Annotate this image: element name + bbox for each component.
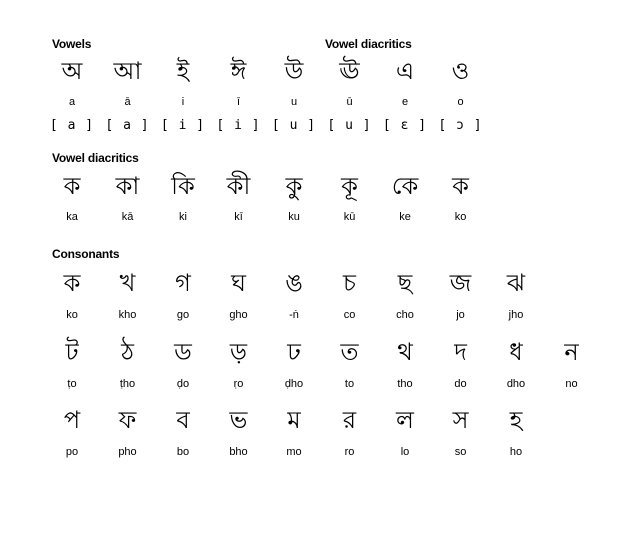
- consonant-roman: to: [344, 378, 355, 390]
- consonant-glyph: ফ: [118, 406, 137, 434]
- consonant-roman: ḍho: [284, 378, 304, 390]
- consonant-roman: ṭho: [119, 378, 136, 390]
- consonant-glyph: জ: [449, 269, 472, 297]
- diacritic-glyph: কী: [226, 172, 251, 200]
- vowel-ipa: [ u ]: [327, 118, 372, 133]
- vowel-ipa: [ ɛ ]: [382, 118, 428, 133]
- vowel-roman: a: [68, 96, 76, 108]
- consonant-roman: ho: [509, 446, 523, 458]
- diacritic-glyph: ক: [452, 172, 469, 200]
- vowel-glyph: ঈ: [230, 57, 247, 85]
- consonant-roman: go: [176, 309, 190, 321]
- consonant-roman: so: [454, 446, 467, 458]
- diacritic-roman: kā: [121, 211, 134, 223]
- vowel-ipa: [ u ]: [271, 118, 317, 133]
- consonant-glyph: ন: [564, 338, 579, 366]
- consonant-glyph: দ: [454, 338, 467, 366]
- diacritic-roman: ku: [288, 211, 300, 223]
- vowel-roman: ā: [124, 96, 131, 108]
- diacritic-roman: ko: [454, 211, 467, 223]
- diacritic-glyph: কু: [285, 172, 303, 200]
- consonant-roman: ṭo: [67, 378, 77, 390]
- consonant-glyph: স: [452, 406, 469, 434]
- consonant-roman: ro: [344, 446, 355, 458]
- consonant-roman: po: [65, 446, 79, 458]
- vowel-glyph: ও: [451, 57, 470, 85]
- consonant-glyph: ঘ: [231, 269, 246, 297]
- consonant-roman: co: [343, 309, 356, 321]
- vowel-glyph: ই: [176, 57, 190, 85]
- consonant-glyph: হ: [509, 406, 523, 434]
- consonant-glyph: ছ: [397, 269, 413, 297]
- diacritic-glyph: কা: [115, 172, 140, 200]
- vowel-glyph: অ: [61, 57, 83, 85]
- vowel-roman: o: [457, 96, 464, 108]
- vowel-ipa: [ a ]: [105, 118, 150, 133]
- vowel-glyph: এ: [395, 57, 415, 85]
- vowel-glyph: উ: [284, 57, 304, 85]
- vowel-roman: e: [401, 96, 409, 108]
- consonant-roman: tho: [397, 378, 413, 390]
- consonant-glyph: ঙ: [285, 269, 303, 297]
- consonant-glyph: খ: [119, 269, 136, 297]
- consonant-roman: gho: [229, 309, 248, 321]
- consonant-glyph: ব: [176, 406, 190, 434]
- vowel-ipa: [ ɔ ]: [438, 118, 483, 133]
- diacritic-glyph: কি: [171, 172, 195, 200]
- diacritic-glyph: ক: [63, 172, 81, 200]
- consonant-roman: mo: [286, 446, 302, 458]
- vowel-roman: ī: [236, 96, 241, 108]
- vowel-diacritics-heading: Vowel diacritics: [52, 151, 139, 165]
- diacritic-roman: ke: [399, 211, 411, 223]
- consonant-glyph: চ: [343, 269, 356, 297]
- vowel-glyph: আ: [113, 57, 142, 85]
- consonants-heading: Consonants: [52, 247, 120, 261]
- vowel-roman: ū: [346, 96, 353, 108]
- diacritic-glyph: কে: [391, 172, 419, 200]
- consonant-roman: jho: [508, 309, 524, 321]
- vowels-heading: Vowels: [52, 37, 92, 51]
- consonant-roman: pho: [118, 446, 137, 458]
- consonant-roman: do: [454, 378, 467, 390]
- consonant-roman: dho: [506, 378, 526, 390]
- consonant-glyph: ম: [287, 406, 301, 434]
- consonant-glyph: ঝ: [506, 269, 526, 297]
- consonant-roman: lo: [400, 446, 410, 458]
- consonant-roman: ḍo: [176, 378, 190, 390]
- consonant-roman: cho: [396, 309, 414, 321]
- consonant-glyph: ক: [63, 269, 81, 297]
- vowel-ipa: [ a ]: [49, 118, 95, 133]
- diacritic-glyph: কূ: [341, 172, 358, 200]
- consonant-glyph: ধ: [509, 338, 523, 366]
- diacritic-roman: kū: [343, 211, 356, 223]
- vowel-ipa: [ i ]: [216, 118, 261, 133]
- consonant-roman: jo: [456, 309, 465, 321]
- vowel-ipa: [ i ]: [160, 118, 206, 133]
- consonant-glyph: ড়: [229, 338, 248, 366]
- diacritic-roman: ki: [179, 211, 187, 223]
- diacritic-roman: ka: [66, 211, 78, 223]
- consonant-glyph: ড: [174, 338, 192, 366]
- consonant-glyph: ঢ: [287, 338, 301, 366]
- vowel-glyph: ঊ: [339, 57, 360, 85]
- consonant-roman: -ṅ: [289, 309, 299, 321]
- diacritic-roman: kī: [234, 211, 243, 223]
- consonant-roman: no: [565, 378, 578, 390]
- consonant-roman: bo: [176, 446, 190, 458]
- consonant-glyph: ল: [396, 406, 414, 434]
- vowel-diacritics-top-heading: Vowel diacritics: [325, 37, 412, 51]
- consonant-roman: kho: [118, 309, 137, 321]
- consonant-roman: ko: [66, 309, 78, 321]
- consonant-glyph: গ: [175, 269, 191, 297]
- consonant-roman: bho: [229, 446, 248, 458]
- consonant-glyph: ত: [340, 338, 359, 366]
- consonant-glyph: ট: [65, 338, 79, 366]
- consonant-glyph: প: [63, 406, 81, 434]
- vowel-roman: u: [290, 96, 298, 108]
- consonant-glyph: ভ: [229, 406, 248, 434]
- consonant-glyph: থ: [397, 338, 413, 366]
- vowel-roman: i: [181, 96, 185, 108]
- consonant-roman: ṛo: [233, 378, 244, 390]
- consonant-glyph: র: [342, 406, 357, 434]
- consonant-glyph: ঠ: [121, 338, 134, 366]
